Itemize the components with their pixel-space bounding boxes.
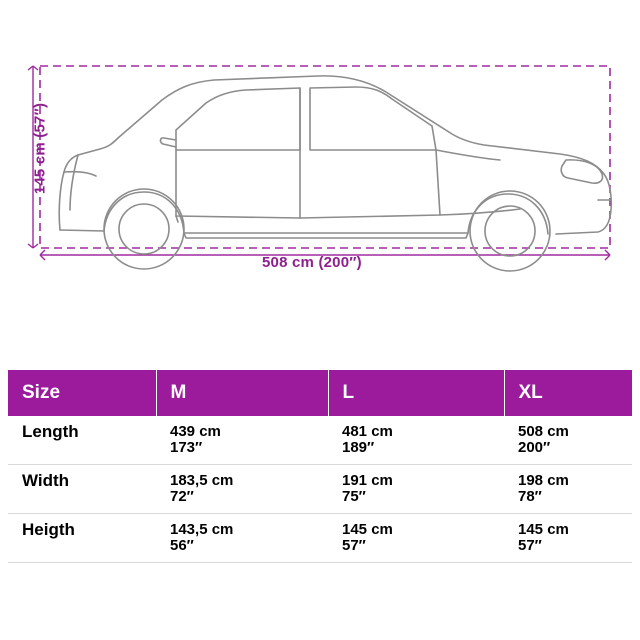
cell-heigth-xl bbox=[504, 514, 632, 563]
height-dimension-label: 145 cm (57″) bbox=[31, 102, 49, 195]
value-metric: 143,5 cm bbox=[170, 521, 234, 538]
value-imperial: 173″ bbox=[170, 439, 203, 456]
cell-heigth-m bbox=[156, 514, 328, 563]
table-row bbox=[8, 416, 632, 465]
value-metric: 183,5 cm bbox=[170, 472, 234, 489]
cell-width-m bbox=[156, 465, 328, 514]
size-table bbox=[8, 370, 632, 563]
cell-heigth-l bbox=[328, 514, 504, 563]
value-imperial: 57″ bbox=[342, 537, 366, 554]
row-label-width: Width bbox=[8, 465, 156, 514]
table-header-row bbox=[8, 370, 632, 416]
cell-length-xl bbox=[504, 416, 632, 465]
value-metric: 145 cm bbox=[342, 521, 393, 538]
car-outline-icon bbox=[59, 76, 611, 271]
value-imperial: 189″ bbox=[342, 439, 375, 456]
value-imperial: 56″ bbox=[170, 537, 194, 554]
value-metric: 191 cm bbox=[342, 472, 393, 489]
row-label-length: Length bbox=[8, 416, 156, 465]
value-imperial: 72″ bbox=[170, 488, 194, 505]
value-metric: 508 cm bbox=[518, 423, 569, 440]
cell-length-m bbox=[156, 416, 328, 465]
value-imperial: 200″ bbox=[518, 439, 551, 456]
header-xl: XL bbox=[504, 370, 632, 416]
header-m: M bbox=[156, 370, 328, 416]
bounding-box-dashed bbox=[40, 66, 610, 248]
value-metric: 145 cm bbox=[518, 521, 569, 538]
length-dimension-label: 508 cm (200″) bbox=[262, 254, 362, 271]
cell-length-l bbox=[328, 416, 504, 465]
value-imperial: 75″ bbox=[342, 488, 366, 505]
value-metric: 439 cm bbox=[170, 423, 221, 440]
table-row bbox=[8, 465, 632, 514]
value-imperial: 78″ bbox=[518, 488, 542, 505]
value-metric: 481 cm bbox=[342, 423, 393, 440]
cell-width-l bbox=[328, 465, 504, 514]
table-row bbox=[8, 514, 632, 563]
cell-width-xl bbox=[504, 465, 632, 514]
header-size: Size bbox=[8, 370, 156, 416]
header-l: L bbox=[328, 370, 504, 416]
value-metric: 198 cm bbox=[518, 472, 569, 489]
row-label-heigth: Heigth bbox=[8, 514, 156, 563]
value-imperial: 57″ bbox=[518, 537, 542, 554]
